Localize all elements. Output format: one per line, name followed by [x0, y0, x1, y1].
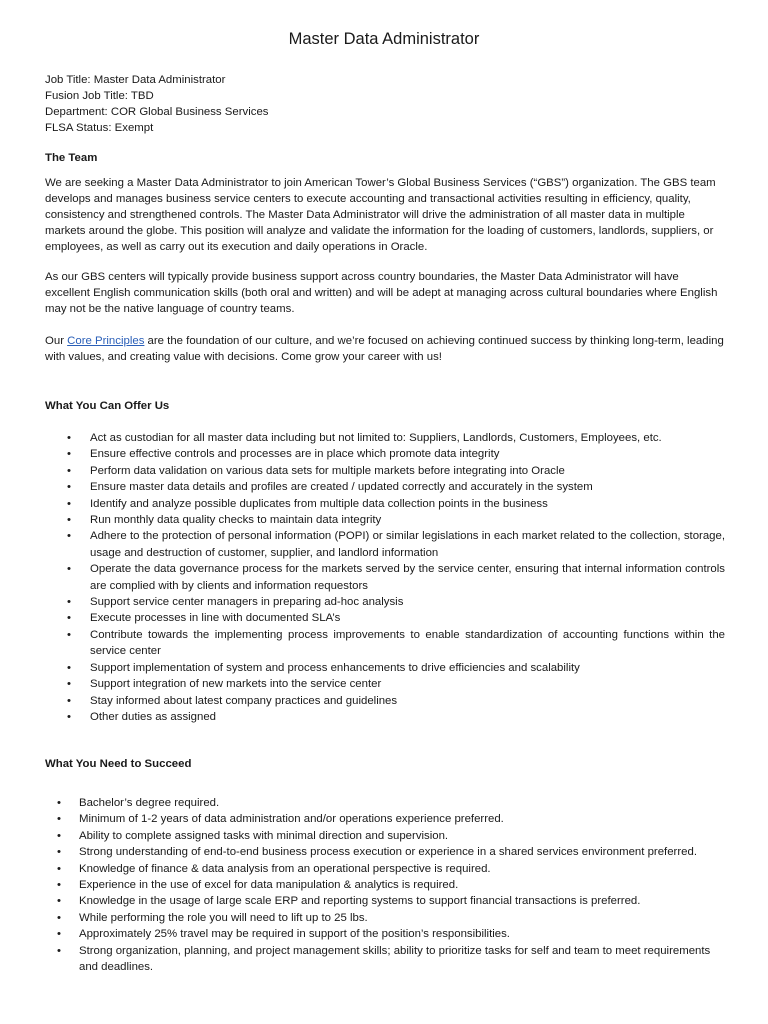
succeed-list [45, 795, 725, 975]
bullet-icon: • [67, 464, 71, 477]
list-item-text: Execute processes in line with documented SLA’s [90, 612, 341, 625]
paragraph-text: are the foundation of our culture, and we’re focused on achieving continued success by thinking long-term, leading with values, and creating value with decisions. Come grow your career with us! [45, 335, 724, 363]
list-item [45, 479, 725, 495]
list-item-text: Strong organization, planning, and project management skills; ability to prioritize tasks for self and team to meet requirements and deadlines. [79, 944, 711, 974]
paragraph-text: Our [45, 335, 68, 347]
list-item-text: Identify and analyze possible duplicates from multiple data collection points in the business [90, 497, 548, 510]
bullet-icon: • [67, 448, 71, 461]
list-item [45, 676, 725, 692]
list-item-text: Ensure effective controls and processes are in place which promote data integrity [90, 448, 500, 461]
list-item-text: Contribute towards the implementing process improvements to enable standardization of accounting functions within the service center [90, 628, 725, 658]
paragraph-text: As our GBS centers will typically provide business support across country boundaries, the Master Data Administrator will have excellent English communication skills (both oral and written) and will be adept at managing across cultural boundaries where English may not be the native language of country teams. [45, 271, 718, 315]
bullet-icon: • [57, 911, 61, 924]
bullet-icon: • [57, 797, 61, 809]
list-item [45, 910, 725, 926]
team-paragraph-3 [45, 333, 725, 365]
list-item-text: Adhere to the protection of personal information (POPI) or similar legislations in each market related to the collection, storage, usage and destruction of customer, supplier, and landlord information [90, 530, 725, 559]
bullet-icon: • [67, 497, 71, 510]
bullet-icon: • [67, 432, 71, 444]
list-item-text: Stay informed about latest company practices and guidelines [90, 694, 398, 707]
list-item-text: Support implementation of system and process enhancements to drive efficiencies and scalability [90, 661, 580, 674]
meta-fusion-job-title: Fusion Job Title: TBD [45, 90, 154, 102]
list-item [45, 430, 725, 446]
list-item-text: Support service center managers in preparing ad-hoc analysis [90, 596, 404, 609]
bullet-icon: • [67, 514, 71, 527]
team-paragraph-1 [45, 175, 725, 255]
list-item-text: Knowledge in the usage of large scale ERP and reporting systems to support financial transactions is preferred. [79, 895, 641, 908]
bullet-icon: • [67, 563, 71, 576]
bullet-icon: • [67, 612, 71, 625]
offer-list [45, 430, 725, 725]
bullet-icon: • [57, 829, 61, 842]
list-item [45, 528, 725, 561]
list-item-text: Strong understanding of end-to-end business process execution or experience in a shared services environment preferred. [79, 846, 697, 859]
list-item [45, 844, 725, 860]
list-item-text: While performing the role you will need to lift up to 25 lbs. [79, 911, 368, 924]
bullet-icon: • [67, 481, 71, 494]
bullet-icon: • [57, 928, 61, 941]
list-item [45, 610, 725, 626]
meta-flsa-status: FLSA Status: Exempt [45, 122, 154, 134]
bullet-icon: • [67, 596, 71, 609]
job-meta [45, 72, 268, 136]
bullet-icon: • [67, 530, 71, 543]
list-item [45, 861, 725, 877]
list-item [45, 496, 725, 512]
team-paragraph-2 [45, 269, 725, 317]
list-item [45, 828, 725, 844]
list-item-text: Run monthly data quality checks to maintain data integrity [90, 514, 382, 527]
bullet-icon: • [57, 862, 61, 875]
bullet-icon: • [57, 944, 61, 957]
list-item-text: Ensure master data details and profiles are created / updated correctly and accurately in the system [90, 481, 593, 494]
bullet-icon: • [57, 846, 61, 859]
paragraph-text: We are seeking a Master Data Administrator to join American Tower’s Global Business Services (“GBS”) organization. The GBS team develops and manages business service centers to execute accounting and transactional activities resulting in efficiency, quality, consistency and strengthened controls. The Master Data Administrator will drive the administration of all master data in multiple markets around the globe. This position will analyze and validate the information for the loading of customers, landlords, suppliers, or employees, as well as carry out its execution and daily operations in Oracle. [45, 177, 716, 253]
meta-job-title: Job Title: Master Data Administrator [45, 74, 226, 86]
list-item-text: Operate the data governance process for the markets served by the service center, ensuring that internal information controls are complied with by clients and information requestors [90, 563, 725, 592]
bullet-icon: • [67, 694, 71, 707]
list-item [45, 811, 725, 827]
succeed-heading: What You Need to Succeed [45, 758, 192, 770]
list-item [45, 512, 725, 528]
page-title: Master Data Administrator [288, 30, 480, 48]
list-item-text: Support integration of new markets into the service center [90, 678, 382, 691]
offer-heading: What You Can Offer Us [45, 400, 170, 412]
list-item [45, 926, 725, 942]
core-principles-link[interactable]: Core Principles [67, 335, 145, 347]
bullet-icon: • [57, 813, 61, 826]
list-item [45, 709, 725, 725]
list-item [45, 463, 725, 479]
list-item-text: Perform data validation on various data sets for multiple markets before integrating into Oracle [90, 464, 565, 477]
list-item-text: Minimum of 1-2 years of data administration and/or operations experience preferred. [79, 813, 504, 826]
list-item-text: Approximately 25% travel may be required in support of the position’s responsibilities. [79, 928, 510, 941]
list-item [45, 627, 725, 660]
bullet-icon: • [67, 678, 71, 691]
bullet-icon: • [67, 661, 71, 674]
list-item-text: Bachelor’s degree required. [79, 797, 220, 809]
bullet-icon: • [67, 628, 71, 641]
list-item [45, 943, 725, 976]
list-item-text: Experience in the use of excel for data manipulation & analytics is required. [79, 879, 459, 892]
list-item-text: Act as custodian for all master data including but not limited to: Suppliers, Landlords, Customers, Employees, etc. [90, 432, 662, 444]
list-item-text: Knowledge of finance & data analysis from an operational perspective is required. [79, 862, 491, 875]
list-item [45, 893, 725, 909]
meta-department: Department: COR Global Business Services [45, 106, 269, 118]
bullet-icon: • [57, 895, 61, 908]
bullet-icon: • [67, 710, 71, 723]
list-item [45, 693, 725, 709]
list-item [45, 877, 725, 893]
list-item [45, 660, 725, 676]
bullet-icon: • [57, 879, 61, 892]
list-item [45, 594, 725, 610]
list-item [45, 795, 725, 811]
list-item-text: Other duties as assigned [90, 710, 217, 723]
list-item [45, 561, 725, 594]
list-item [45, 446, 725, 462]
list-item-text: Ability to complete assigned tasks with minimal direction and supervision. [79, 829, 449, 842]
team-heading: The Team [45, 152, 98, 164]
